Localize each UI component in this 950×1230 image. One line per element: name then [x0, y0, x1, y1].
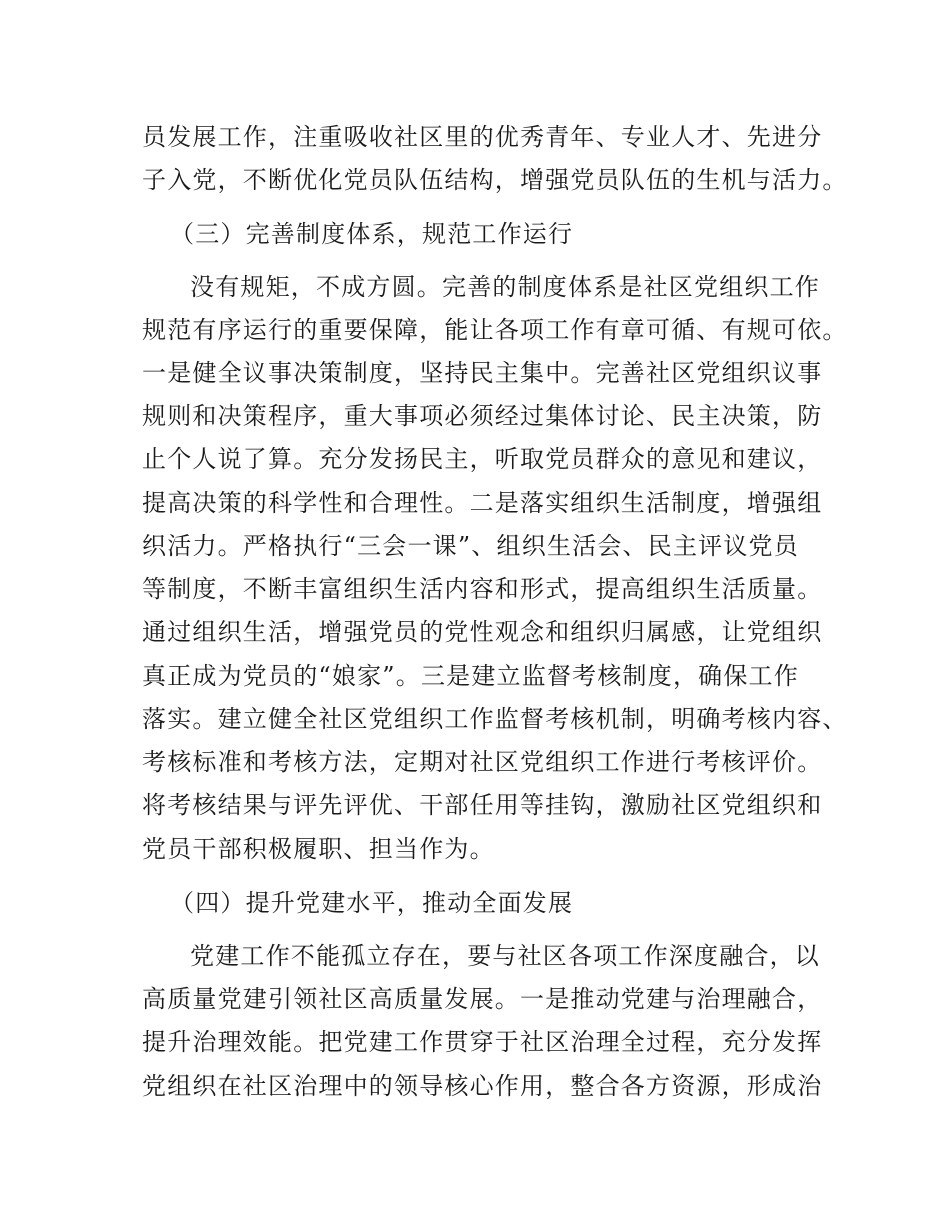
body-text-line: 规范有序运行的重要保障，能让各项工作有章可循、有规可依。 [142, 316, 848, 344]
body-text-line: 子入党，不断优化党员队伍结构，增强党员队伍的生机与活力。 [142, 166, 848, 194]
body-text-line: 党建工作不能孤立存在，要与社区各项工作深度融合，以 [190, 942, 820, 970]
body-text-line: 将考核结果与评先评优、干部任用等挂钩，激励社区党组织和 [142, 791, 823, 819]
body-text-line: 党员干部积极履职、担当作为。 [142, 835, 495, 863]
body-text-line: 规则和决策程序，重大事项必须经过集体讨论、民主决策，防 [142, 402, 823, 430]
body-text-line: 考核标准和考核方法，定期对社区党组织工作进行考核评价。 [142, 748, 823, 776]
body-text-line: 提高决策的科学性和合理性。二是落实组织生活制度，增强组 [142, 489, 823, 517]
body-text-line: 真正成为党员的“娘家”。三是建立监督考核制度，确保工作 [142, 662, 799, 690]
body-text-line: 一是健全议事决策制度，坚持民主集中。完善社区党组织议事 [142, 359, 823, 387]
body-text-line: 织活力。严格执行“三会一课”、组织生活会、民主评议党员 [142, 532, 799, 560]
body-text-line: 高质量党建引领社区高质量发展。一是推动党建与治理融合， [142, 985, 823, 1013]
section-heading-3: （三）完善制度体系，规范工作运行 [170, 220, 574, 248]
body-text-line: 提升治理效能。把党建工作贯穿于社区治理全过程，充分发挥 [142, 1028, 823, 1056]
body-text-line: 员发展工作，注重吸收社区里的优秀青年、专业人才、先进分 [142, 123, 823, 151]
body-text-line: 止个人说了算。充分发扬民主，听取党员群众的意见和建议， [142, 445, 823, 473]
body-text-line: 落实。建立健全社区党组织工作监督考核机制，明确考核内容、 [142, 705, 848, 733]
body-text-line: 没有规矩，不成方圆。完善的制度体系是社区党组织工作 [190, 273, 820, 301]
section-heading-4: （四）提升党建水平，推动全面发展 [170, 889, 574, 917]
body-text-line: 等制度，不断丰富组织生活内容和形式，提高组织生活质量。 [142, 575, 823, 603]
body-text-line: 通过组织生活，增强党员的党性观念和组织归属感，让党组织 [142, 618, 823, 646]
body-text-line: 党组织在社区治理中的领导核心作用，整合各方资源，形成治 [142, 1072, 823, 1100]
